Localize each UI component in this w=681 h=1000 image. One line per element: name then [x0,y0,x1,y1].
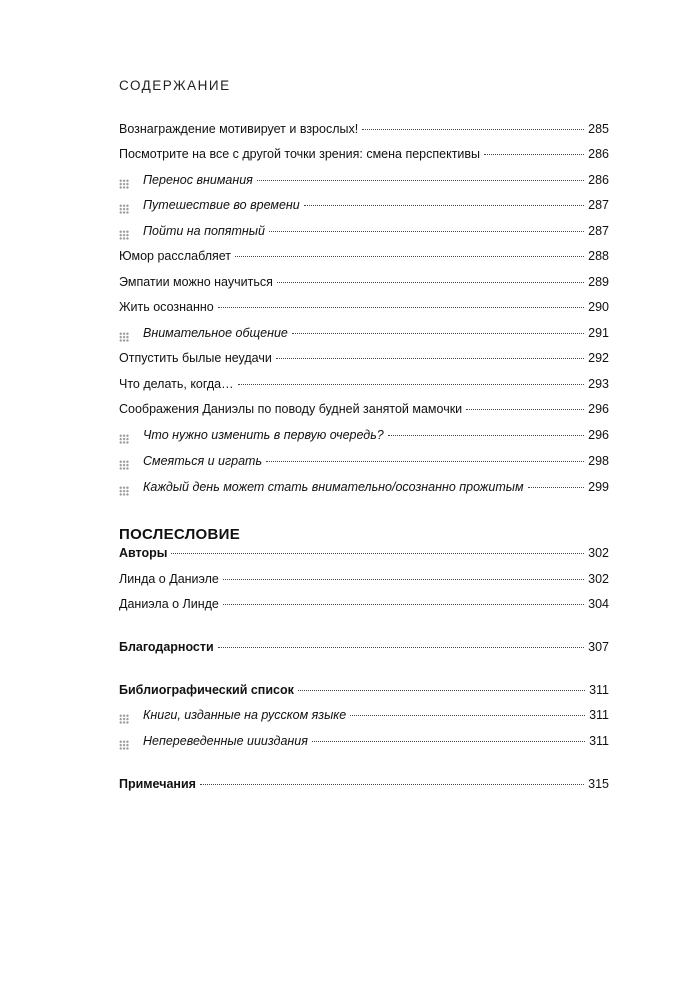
dot-leader [350,715,585,716]
toc-entry[interactable] [119,275,609,297]
toc-entry-label: Посмотрите на все с другой точки зрения: смена перспективы [119,147,481,161]
toc-entry-page: 304 [588,597,609,611]
toc-entry-page: 302 [588,572,609,586]
toc-entry-page: 288 [588,249,609,263]
toc-entry-label: Пойти на попятный [143,224,265,238]
toc-entry-label: Благодарности [119,640,214,654]
dot-leader [312,741,585,742]
dot-leader [238,384,585,385]
toc-entry-page: 286 [588,173,609,187]
dot-grid-icon [119,714,129,724]
dot-grid-icon [119,204,129,214]
toc-entry[interactable] [119,777,609,799]
toc-entry[interactable] [119,402,609,424]
dot-leader [223,604,584,605]
dot-leader [277,282,584,283]
toc-entry-label: Что нужно изменить в первую очередь? [143,428,384,442]
toc-subentry[interactable] [119,198,609,220]
toc-entry-page: 311 [589,734,609,748]
dot-leader [304,205,584,206]
toc-entry[interactable] [119,683,609,705]
toc-subentry[interactable] [119,428,609,450]
dot-leader [528,487,585,488]
toc-entry-label: Непереведенные иииздания [143,734,308,748]
dot-leader [362,129,584,130]
toc-entry-label: Соображения Даниэлы по поводу будней занятой мамочки [119,402,463,416]
toc-entry-page: 302 [588,546,609,560]
dot-leader [276,358,584,359]
toc-entry-page: 299 [588,480,609,494]
toc-entry-page: 296 [588,428,609,442]
dot-leader [218,647,584,648]
toc-subentry[interactable] [119,734,609,756]
toc-entry-page: 311 [589,683,609,697]
toc-entry-page: 296 [588,402,609,416]
toc-entry[interactable] [119,122,609,144]
toc-subentry[interactable] [119,454,609,476]
toc-entry-label: Эмпатии можно научиться [119,275,273,289]
toc-entry-page: 290 [588,300,609,314]
toc-entry-page: 311 [589,708,609,722]
toc-subentry[interactable] [119,708,609,730]
toc-entry-page: 293 [588,377,609,391]
section-heading: ПОСЛЕСЛОВИЕ [119,526,241,543]
toc-entry-page: 287 [588,224,609,238]
toc-entry[interactable] [119,597,609,619]
toc-entry-page: 298 [588,454,609,468]
dot-leader [200,784,584,785]
dot-grid-icon [119,740,129,750]
toc-entry-label: Юмор расслабляет [119,249,232,263]
toc-subentry[interactable] [119,480,609,502]
dot-grid-icon [119,486,129,496]
dot-grid-icon [119,179,129,189]
dot-leader [466,409,584,410]
dot-leader [223,579,584,580]
toc-entry-label: Внимательное общение [143,326,288,340]
dot-leader [292,333,584,334]
toc-subentry[interactable] [119,173,609,195]
toc-entry[interactable] [119,249,609,271]
dot-grid-icon [119,230,129,240]
toc-entry-label: Жить осознанно [119,300,214,314]
toc-entry-label: Даниэла о Линде [119,597,219,611]
dot-leader [269,231,584,232]
toc-entry-label: Библиографический список [119,683,294,697]
toc-entry-label: Отпустить былые неудачи [119,351,272,365]
toc-subentry[interactable] [119,224,609,246]
toc-entry-label: Книги, изданные на русском языке [143,708,347,722]
dot-leader [388,435,584,436]
toc-entry[interactable] [119,351,609,373]
toc-entry-label: Смеяться и играть [143,454,263,468]
toc-entry-page: 307 [588,640,609,654]
dot-leader [171,553,584,554]
page-header: СОДЕРЖАНИЕ [119,78,231,93]
toc-subentry[interactable] [119,326,609,348]
toc-entry-label: Авторы [119,546,168,560]
toc-entry[interactable] [119,572,609,594]
dot-leader [257,180,584,181]
dot-leader [484,154,584,155]
dot-grid-icon [119,434,129,444]
toc-entry[interactable] [119,377,609,399]
dot-leader [298,690,585,691]
toc-entry[interactable] [119,147,609,169]
toc-entry-page: 315 [588,777,609,791]
toc-entry-page: 291 [588,326,609,340]
toc-entry-label: Путешествие во времени [143,198,300,212]
toc-entry[interactable] [119,300,609,322]
toc-entry-label: Линда о Даниэле [119,572,219,586]
toc-entry[interactable] [119,640,609,662]
dot-grid-icon [119,332,129,342]
dot-grid-icon [119,460,129,470]
toc-entry-page: 285 [588,122,609,136]
toc-entry[interactable] [119,546,609,568]
toc-entry-label: Примечания [119,777,196,791]
toc-entry-label: Вознаграждение мотивирует и взрослых! [119,122,359,136]
toc-entry-page: 287 [588,198,609,212]
toc-entry-label: Что делать, когда… [119,377,234,391]
toc-entry-page: 292 [588,351,609,365]
toc-entry-label: Каждый день может стать внимательно/осознанно прожитым [143,480,524,494]
toc-entry-page: 286 [588,147,609,161]
dot-leader [218,307,584,308]
dot-leader [266,461,584,462]
toc-entry-label: Перенос внимания [143,173,253,187]
dot-leader [235,256,584,257]
toc-entry-page: 289 [588,275,609,289]
